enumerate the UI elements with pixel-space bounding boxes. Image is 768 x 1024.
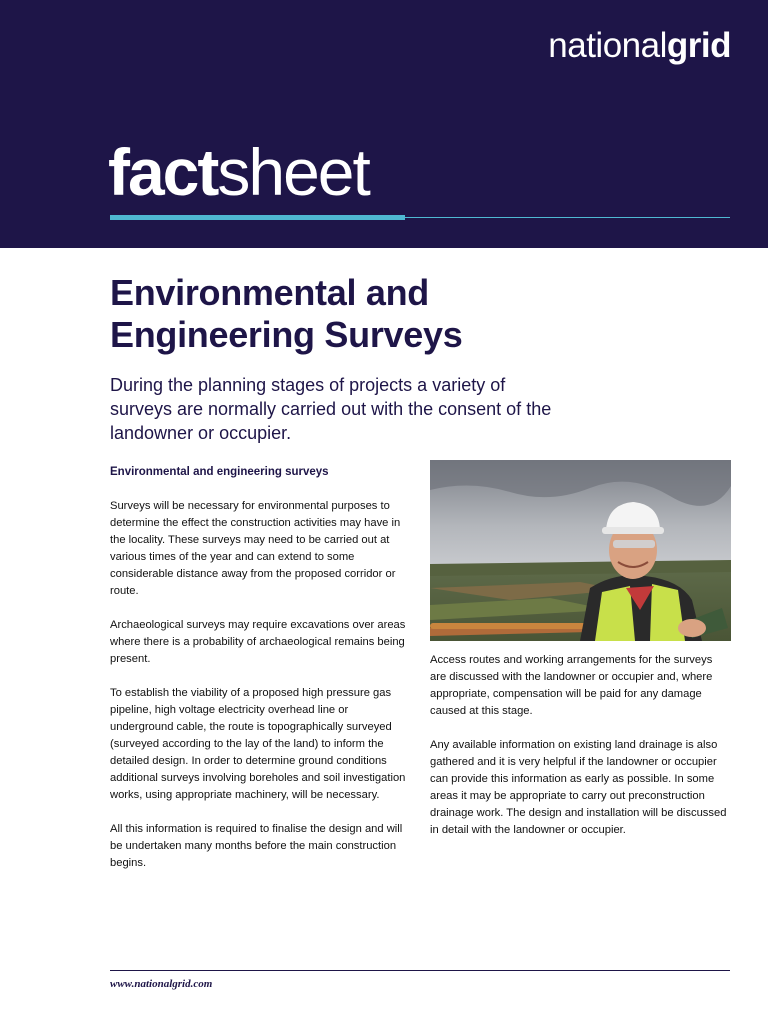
logo-light-text: national: [548, 26, 667, 65]
right-paragraph-2: Any available information on existing land drainage is also gathered and it is very helpful if the landowner or occupier can provide this information as early as possible. In some areas it may be appropriate to carry out preconstruction drainage work. The design and installation will be discussed in detail with the landowner or occupier.: [430, 739, 727, 836]
factsheet-light-text: sheet: [217, 135, 369, 209]
logo-bold-text: grid: [666, 26, 731, 65]
right-column: [430, 652, 730, 856]
right-paragraph-1: Access routes and working arrangements for the surveys are discussed with the landowner or occupier and, where appropriate, compensation will be paid for any damage caused at this stage.: [430, 654, 713, 717]
footer-website-link[interactable]: www.nationalgrid.com: [110, 978, 213, 990]
header-banner: [0, 0, 768, 248]
section-heading: Environmental and engineering surveys: [110, 466, 329, 478]
header-rule-accent: [110, 215, 405, 220]
title-line-2: Engineering Surveys: [110, 314, 463, 355]
title-line-1: Environmental and: [110, 272, 429, 313]
factsheet-title: [108, 132, 369, 212]
left-paragraph-4: All this information is required to finalise the design and will be undertaken many months before the main construction begins.: [110, 823, 403, 869]
surveyor-photo: [430, 460, 731, 641]
intro-paragraph: During the planning stages of projects a variety of surveys are normally carried out with the consent of the landowner or occupier.: [110, 375, 552, 443]
national-grid-logo: [548, 26, 731, 66]
page-title: [110, 272, 670, 356]
left-paragraph-3: To establish the viability of a proposed high pressure gas pipeline, high voltage electricity overhead line or underground cable, the route is topographically surveyed (surveyed according to the lay of the land) to inform the detailed design. In order to determine ground conditions additional surveys involving boreholes and soil investigation works, using appropriate machinery, will be necessary.: [110, 687, 406, 801]
factsheet-bold-text: fact: [108, 135, 218, 209]
left-column: [110, 464, 410, 889]
left-paragraph-1: Surveys will be necessary for environmental purposes to determine the effect the construction activities may have in the locality. These surveys may need to be carried out at various times of the year and can extend to some considerable distance away from the proposed corridor or route.: [110, 500, 401, 597]
surveyor-photo-illustration: [430, 460, 731, 641]
footer-rule: [110, 970, 730, 971]
left-paragraph-2: Archaeological surveys may require excavations over areas where there is a probability of archaeological remains being present.: [110, 619, 406, 665]
